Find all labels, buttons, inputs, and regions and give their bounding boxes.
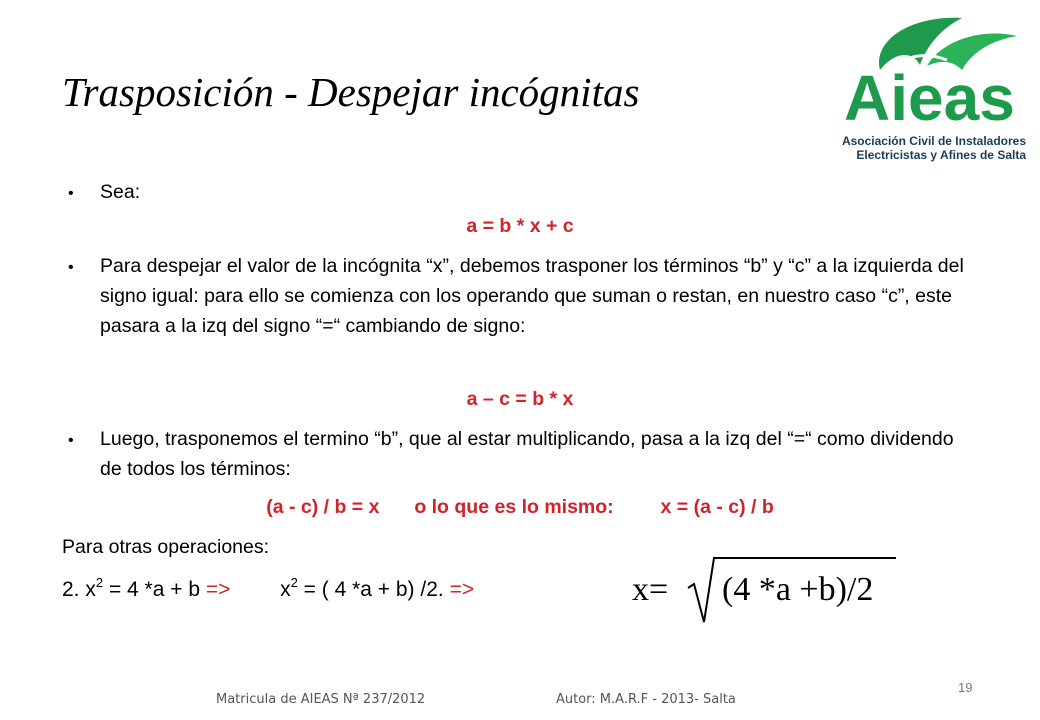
bullet-text-2: Para despejar el valor de la incógnita “x”, debemos trasponer los términos “b” y “c” a la izquierda del signo igual: para ello se comienza con los operando que suman o restan, en nuestro caso “c”, este pasara a la izq del signo “=“ cambiando de signo: bbox=[100, 255, 964, 337]
sqrt-formula-lhs: x= bbox=[632, 571, 669, 608]
sqrt-formula-body: (4 *a +b)/2 bbox=[722, 571, 874, 608]
formula-exp2: 2 bbox=[290, 575, 298, 590]
footer-left: Matricula de AIEAS Nª 237/2012 bbox=[216, 692, 426, 707]
equation-1: a = b * x + c bbox=[466, 215, 574, 237]
formula-exp: 2 bbox=[95, 575, 104, 590]
logo-wordmark: Aieas bbox=[844, 62, 1015, 134]
formula-lhs2: x bbox=[280, 578, 291, 601]
slide-title: Trasposición - Despejar incógnitas bbox=[62, 69, 640, 115]
formula-line bbox=[62, 575, 475, 602]
equation-3-part2: o lo que es lo mismo: bbox=[414, 496, 614, 518]
equation-3 bbox=[0, 496, 1040, 519]
equation-2: a – c = b * x bbox=[466, 388, 574, 410]
sqrt-formula-image bbox=[628, 548, 898, 628]
bullet-marker: • bbox=[68, 432, 74, 449]
equation-3-part1: (a - c) / b = x bbox=[266, 496, 380, 518]
equation-3-part3: x = (a - c) / b bbox=[660, 496, 774, 518]
formula-rhs: = 4 *a + b bbox=[108, 578, 201, 601]
page-number: 19 bbox=[958, 680, 973, 695]
logo-subtitle-line2: Electricistas y Afines de Salta bbox=[856, 148, 1026, 162]
bullet-marker: • bbox=[68, 185, 74, 202]
bullet-marker: • bbox=[68, 259, 74, 276]
other-operations-label: Para otras operaciones: bbox=[62, 536, 270, 558]
logo-subtitle bbox=[836, 134, 1026, 162]
footer-right: Autor: M.A.R.F - 2013- Salta bbox=[556, 692, 736, 707]
logo-subtitle-line1: Asociación Civil de Instaladores bbox=[841, 134, 1026, 148]
formula-lhs: 2. x bbox=[62, 578, 96, 601]
aieas-logo bbox=[832, 10, 1032, 160]
arrow-2: => bbox=[449, 578, 475, 601]
bullet-text-3: Luego, trasponemos el termino “b”, que al estar multiplicando, pasa a la izq del “=“ como dividendo de todos los términos: bbox=[100, 428, 954, 480]
formula-rhs2: = ( 4 *a + b) /2. bbox=[303, 578, 444, 601]
arrow-1: => bbox=[205, 578, 231, 601]
bullet-text-1: Sea: bbox=[100, 181, 141, 203]
